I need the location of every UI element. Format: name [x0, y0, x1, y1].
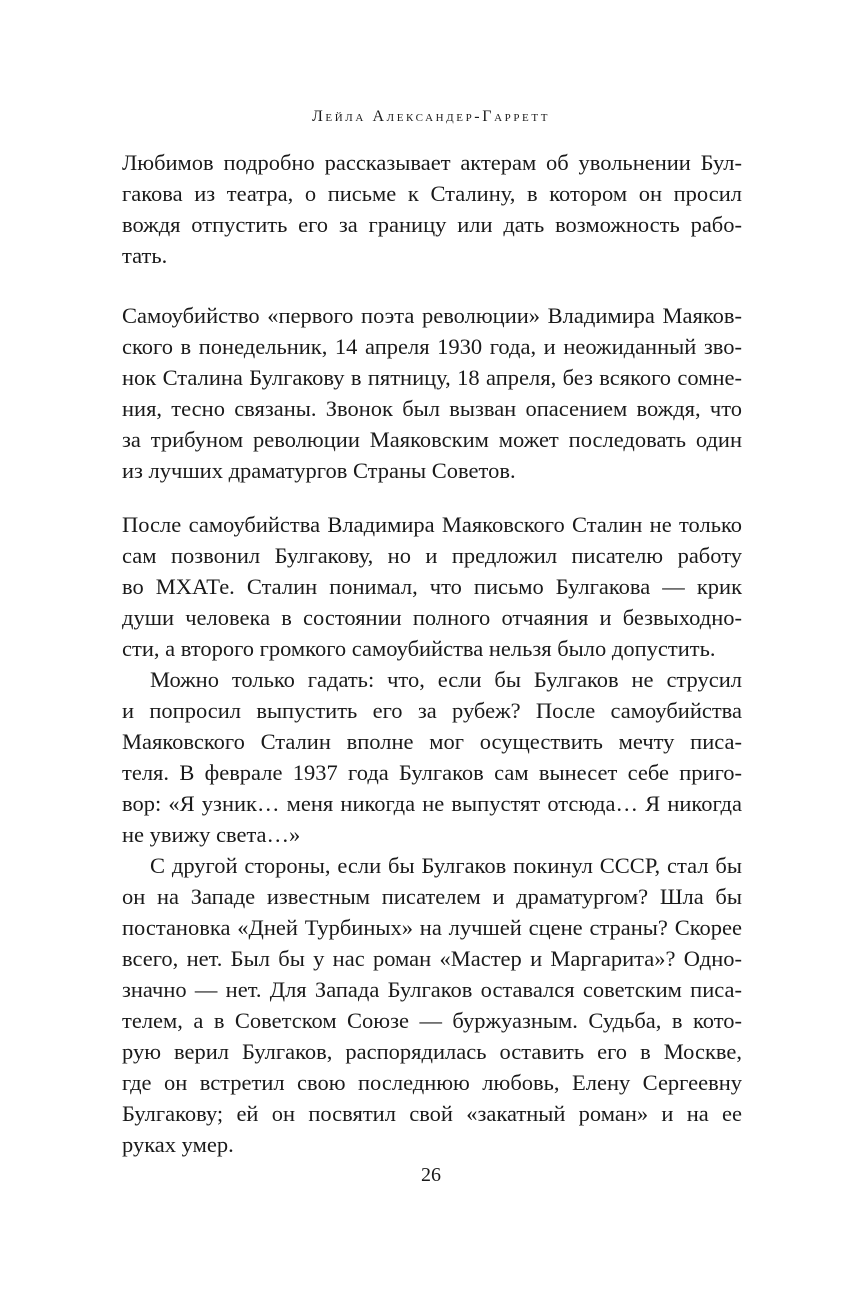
text-line: нок Сталина Булгакову в пятницу, 18 апреля, без всякого сомне- [122, 365, 742, 390]
text-line: всего, нет. Был бы у нас роман «Мастер и Маргарита»? Одно- [122, 946, 742, 971]
text-line: за трибуном революции Маяковским может последовать один [122, 427, 742, 452]
text-line: постановка «Дней Турбиных» на лучшей сцене страны? Скорее [122, 915, 742, 940]
paragraph [122, 300, 742, 486]
paragraph [122, 850, 742, 1160]
text-line: Булгакову; ей он посвятил свой «закатный роман» и на ее [122, 1101, 742, 1126]
paragraph [122, 509, 742, 664]
text-line: во МХАТе. Сталин понимал, что письмо Булгакова — крик [122, 574, 742, 599]
text-line: ского в понедельник, 14 апреля 1930 года, и неожиданный зво- [122, 334, 742, 359]
text-line: руках умер. [122, 1132, 234, 1157]
text-line: теля. В феврале 1937 года Булгаков сам вынесет себе приго- [122, 760, 742, 785]
text-line: и попросил выпустить его за рубеж? После самоубийства [122, 698, 742, 723]
text-line: тать. [122, 243, 168, 268]
text-line: сти, а второго громкого самоубийства нельзя было допустить. [122, 636, 716, 661]
text-line: вор: «Я узник… меня никогда не выпустят отсюда… Я никогда [122, 791, 742, 816]
text-line: рую верил Булгаков, распорядилась оставить его в Москве, [122, 1039, 742, 1064]
text-line: души человека в состоянии полного отчаяния и безвыходно- [122, 605, 742, 630]
text-line: После самоубийства Владимира Маяковского Сталин не только [122, 512, 742, 537]
running-header: Лейла Александер-Гарретт [311, 108, 551, 125]
text-line: где он встретил свою последнюю любовь, Елену Сергеевну [122, 1070, 742, 1095]
text-line: сам позвонил Булгакову, но и предложил писателю работу [122, 543, 742, 568]
text-line: ния, тесно связаны. Звонок был вызван опасением вождя, что [122, 396, 742, 421]
text-line: Маяковского Сталин вполне мог осуществить мечту писа- [122, 729, 742, 754]
text-line: не увижу света…» [122, 822, 301, 847]
text-line: Можно только гадать: что, если бы Булгаков не струсил [150, 667, 742, 692]
text-line: значно — нет. Для Запада Булгаков оставался советским писа- [122, 977, 742, 1002]
text-line: из лучших драматургов Страны Советов. [122, 458, 516, 483]
page-number: 26 [421, 1164, 441, 1186]
text-line: Любимов подробно рассказывает актерам об увольнении Бул- [122, 150, 742, 175]
paragraph [122, 147, 742, 271]
text-line: Самоубийство «первого поэта революции» Владимира Маяков- [122, 303, 742, 328]
text-line: телем, а в Советском Союзе — буржуазным. Судьба, в кото- [122, 1008, 742, 1033]
text-line: С другой стороны, если бы Булгаков покинул СССР, стал бы [150, 853, 742, 878]
text-line: он на Западе известным писателем и драматургом? Шла бы [122, 884, 742, 909]
paragraph [122, 664, 742, 850]
text-line: вождя отпустить его за границу или дать возможность рабо- [122, 212, 742, 237]
text-line: гакова из театра, о письме к Сталину, в котором он просил [122, 181, 742, 206]
